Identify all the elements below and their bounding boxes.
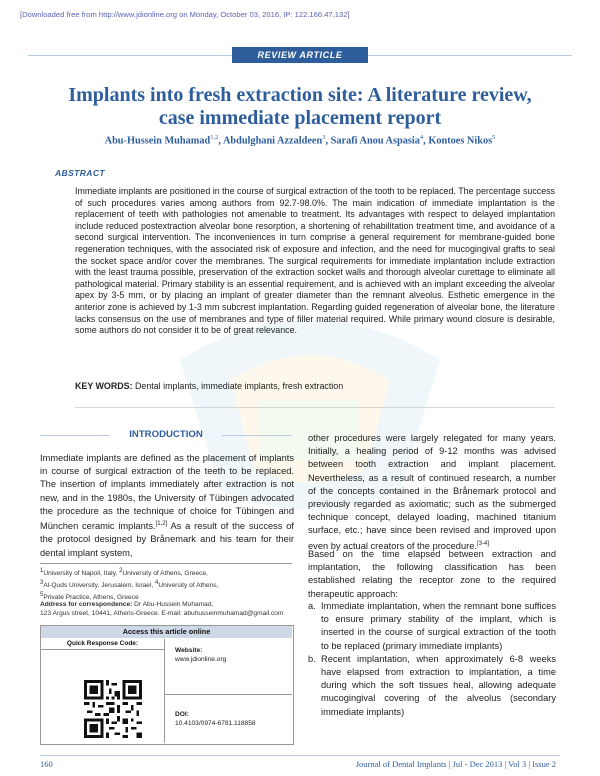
classification-list: [308, 600, 556, 719]
title-line-1: Implants into fresh extraction site: A literature review,: [68, 84, 532, 106]
author-affiliation-sup: 1,2: [210, 134, 219, 141]
author-affiliation-sup: 4: [419, 134, 424, 141]
website-info: [175, 646, 226, 664]
download-source-link[interactable]: [Downloaded free from http://www.jdionline.org on Monday, October 03, 2016, IP: 122.166.47.132]: [20, 10, 350, 19]
affiliation: University of Napoli, Italy,: [43, 570, 120, 578]
correspondence-address: 123 Argus street, 10441, Athens-Greece. E-mail: abuhusseinmuhamad@gmail.com: [40, 609, 284, 617]
author-name: Kontoes Nikos: [428, 135, 493, 147]
affiliation-sup: 1: [40, 568, 44, 574]
body-paragraph: Based on the time elapsed between extraction and implantation, the following classification has been established relating the receptor zone to the required therapeutic approach:: [308, 549, 556, 599]
citation: [1,2]: [155, 521, 168, 528]
affiliation: Al-Quds University, Jerusalem, Israel,: [43, 582, 155, 590]
author-name: Abdulghani Azzaldeen: [222, 135, 323, 147]
list-item-text: Immediate implantation, when the remnant bone suffices to ensure primary stability of the implant, which is inserted in the course of surgical extraction of the tooth to be replaced (primary immediate implants): [321, 601, 556, 651]
citation: [3-4]: [477, 540, 490, 547]
title-line-2: case immediate placement report: [158, 107, 442, 129]
affiliation: University of Athens, Greece,: [122, 570, 208, 578]
keywords-label: KEY WORDS:: [75, 381, 133, 391]
introduction-heading: INTRODUCTION: [129, 429, 203, 440]
journal-citation: Journal of Dental Implants | Jul - Dec 2013 | Vol 3 | Issue 2: [355, 759, 556, 769]
author-list: [40, 134, 560, 146]
access-online-title: Access this article online: [41, 626, 292, 638]
body-paragraph: [308, 432, 556, 553]
author-separator: ,: [218, 135, 223, 147]
list-marker: b.: [308, 653, 316, 664]
affiliations: [40, 567, 294, 603]
list-item: [308, 653, 556, 719]
author-separator: ,: [423, 135, 429, 147]
footer-divider: [40, 755, 560, 756]
article-type-banner: REVIEW ARTICLE: [232, 47, 368, 63]
correspondence: [40, 601, 294, 619]
affiliation-sup: 2: [119, 568, 123, 574]
keywords-divider: [75, 407, 555, 408]
qr-code-label: Quick Response Code:: [41, 639, 165, 650]
affiliation-sup: 5: [40, 592, 44, 599]
access-box-divider: [165, 694, 292, 695]
affiliation-sup: 3: [40, 580, 44, 587]
intro-text-a: Immediate implants are defined as the placement of implants in course of surgical extraction of the teeth to be replaced. The insertion of implants immediately after extraction is not new, and in the 1980s, the University of Tübingen advocated the procedure as the technique of choice for Tübingen and München ceramic implants.: [40, 453, 294, 532]
author-name: Sarafi Anou Aspasia: [330, 135, 420, 147]
list-item: [308, 600, 556, 653]
introduction-paragraph: [40, 452, 294, 560]
website-link[interactable]: www.jdionline.org: [175, 656, 227, 663]
qr-code-icon[interactable]: [84, 680, 142, 738]
page-number: 160: [40, 759, 53, 769]
abstract-heading: ABSTRACT: [55, 168, 105, 178]
website-label: Website:: [175, 647, 203, 654]
article-title: [40, 84, 560, 130]
list-marker: a.: [308, 601, 316, 611]
intro-rule-right: [222, 435, 292, 436]
keywords-line: [75, 381, 555, 391]
doi-label: DOI:: [175, 711, 189, 718]
list-item-text: Recent implantation, when approximately 6-8 weeks have elapsed from extraction to implantation, a time during which the soft tissues heal, allowing adequate mucogingival covering of the alveolus (secondary immediate implants): [321, 653, 556, 717]
author-affiliation-sup: 3: [322, 134, 326, 141]
affiliation: University of Athens,: [158, 582, 219, 590]
doi-value[interactable]: 10.4103/0974-6781.118858: [175, 720, 256, 727]
doi-info: [175, 710, 256, 728]
correspondence-name: Dr Abu-Hussein Muhamad,: [132, 601, 214, 608]
correspondence-label: Address for correspondence:: [40, 601, 133, 608]
body-text: other procedures were largely relegated for many years. Initially, a healing period of 9-12 months was advised between tooth extraction and implant placement. Nevertheless, as a result of continued research, a number of the concepts contained in the Brånemark protocol and previously regarded as axiomatic; such as the submerged technique concept, delayed loading, machined titanium surface, etc.; have since been revised and improved upon even by actual creators of the procedure.: [308, 433, 556, 551]
keywords-text: Dental implants, immediate implants, fresh extraction: [132, 381, 344, 391]
affiliation-divider: [40, 563, 292, 564]
affiliation: Private Practice, Athens, Greece: [43, 594, 139, 602]
author-name: Abu-Hussein Muhamad: [104, 135, 211, 147]
abstract-text: Immediate implants are positioned in the course of surgical extraction of the tooth to be replaced. The percentage success of such procedures varies among authors from 92.7-98.0%. The main indication of immediate implantation is the replacement of teeth with pathologies not amenable to treatment. Its advantages with respect to delayed implantation include reduced postextraction alveolar bone resorption, a shortening of rehabilitation treatment time, and avoidance of a second surgical intervention. The inconveniences in turn comprise a general requirement for membrane-guided bone regeneration techniques, with the associated risk of exposure and infection, and the need for mucogingival grafts to seal the socket space and/or cover the membranes. The surgical requirements for immediate implantation include extraction with the least trauma possible, preservation of the extraction socket walls and thorough alveolar curettage to eliminate all pathological material. Primary stability is an essential requirement, and is achieved with an implant exceeding the alveolar apex by 3-5 mm, or by placing an implant of greater diameter than the remnant alveolus. Esthetic emergence in the anterior zone is achieved by 1-3 mm subcrest implantation. Regarding guided regeneration of alveolar bone, the literature lacks consensus on the use of membranes and type of filler material required. While primary wound closure is desirable, some authors do not consider it to be of great relevance.: [75, 186, 555, 336]
banner-rule-right: [368, 55, 572, 56]
banner-rule-left: [28, 55, 232, 56]
author-affiliation-sup: 5: [492, 134, 496, 141]
intro-text-b: As a result of the success of the protocol designed by Brånemark and his team for their dental implant system,: [40, 521, 294, 558]
affiliation-sup: 4: [154, 580, 159, 587]
author-separator: ,: [325, 135, 331, 147]
